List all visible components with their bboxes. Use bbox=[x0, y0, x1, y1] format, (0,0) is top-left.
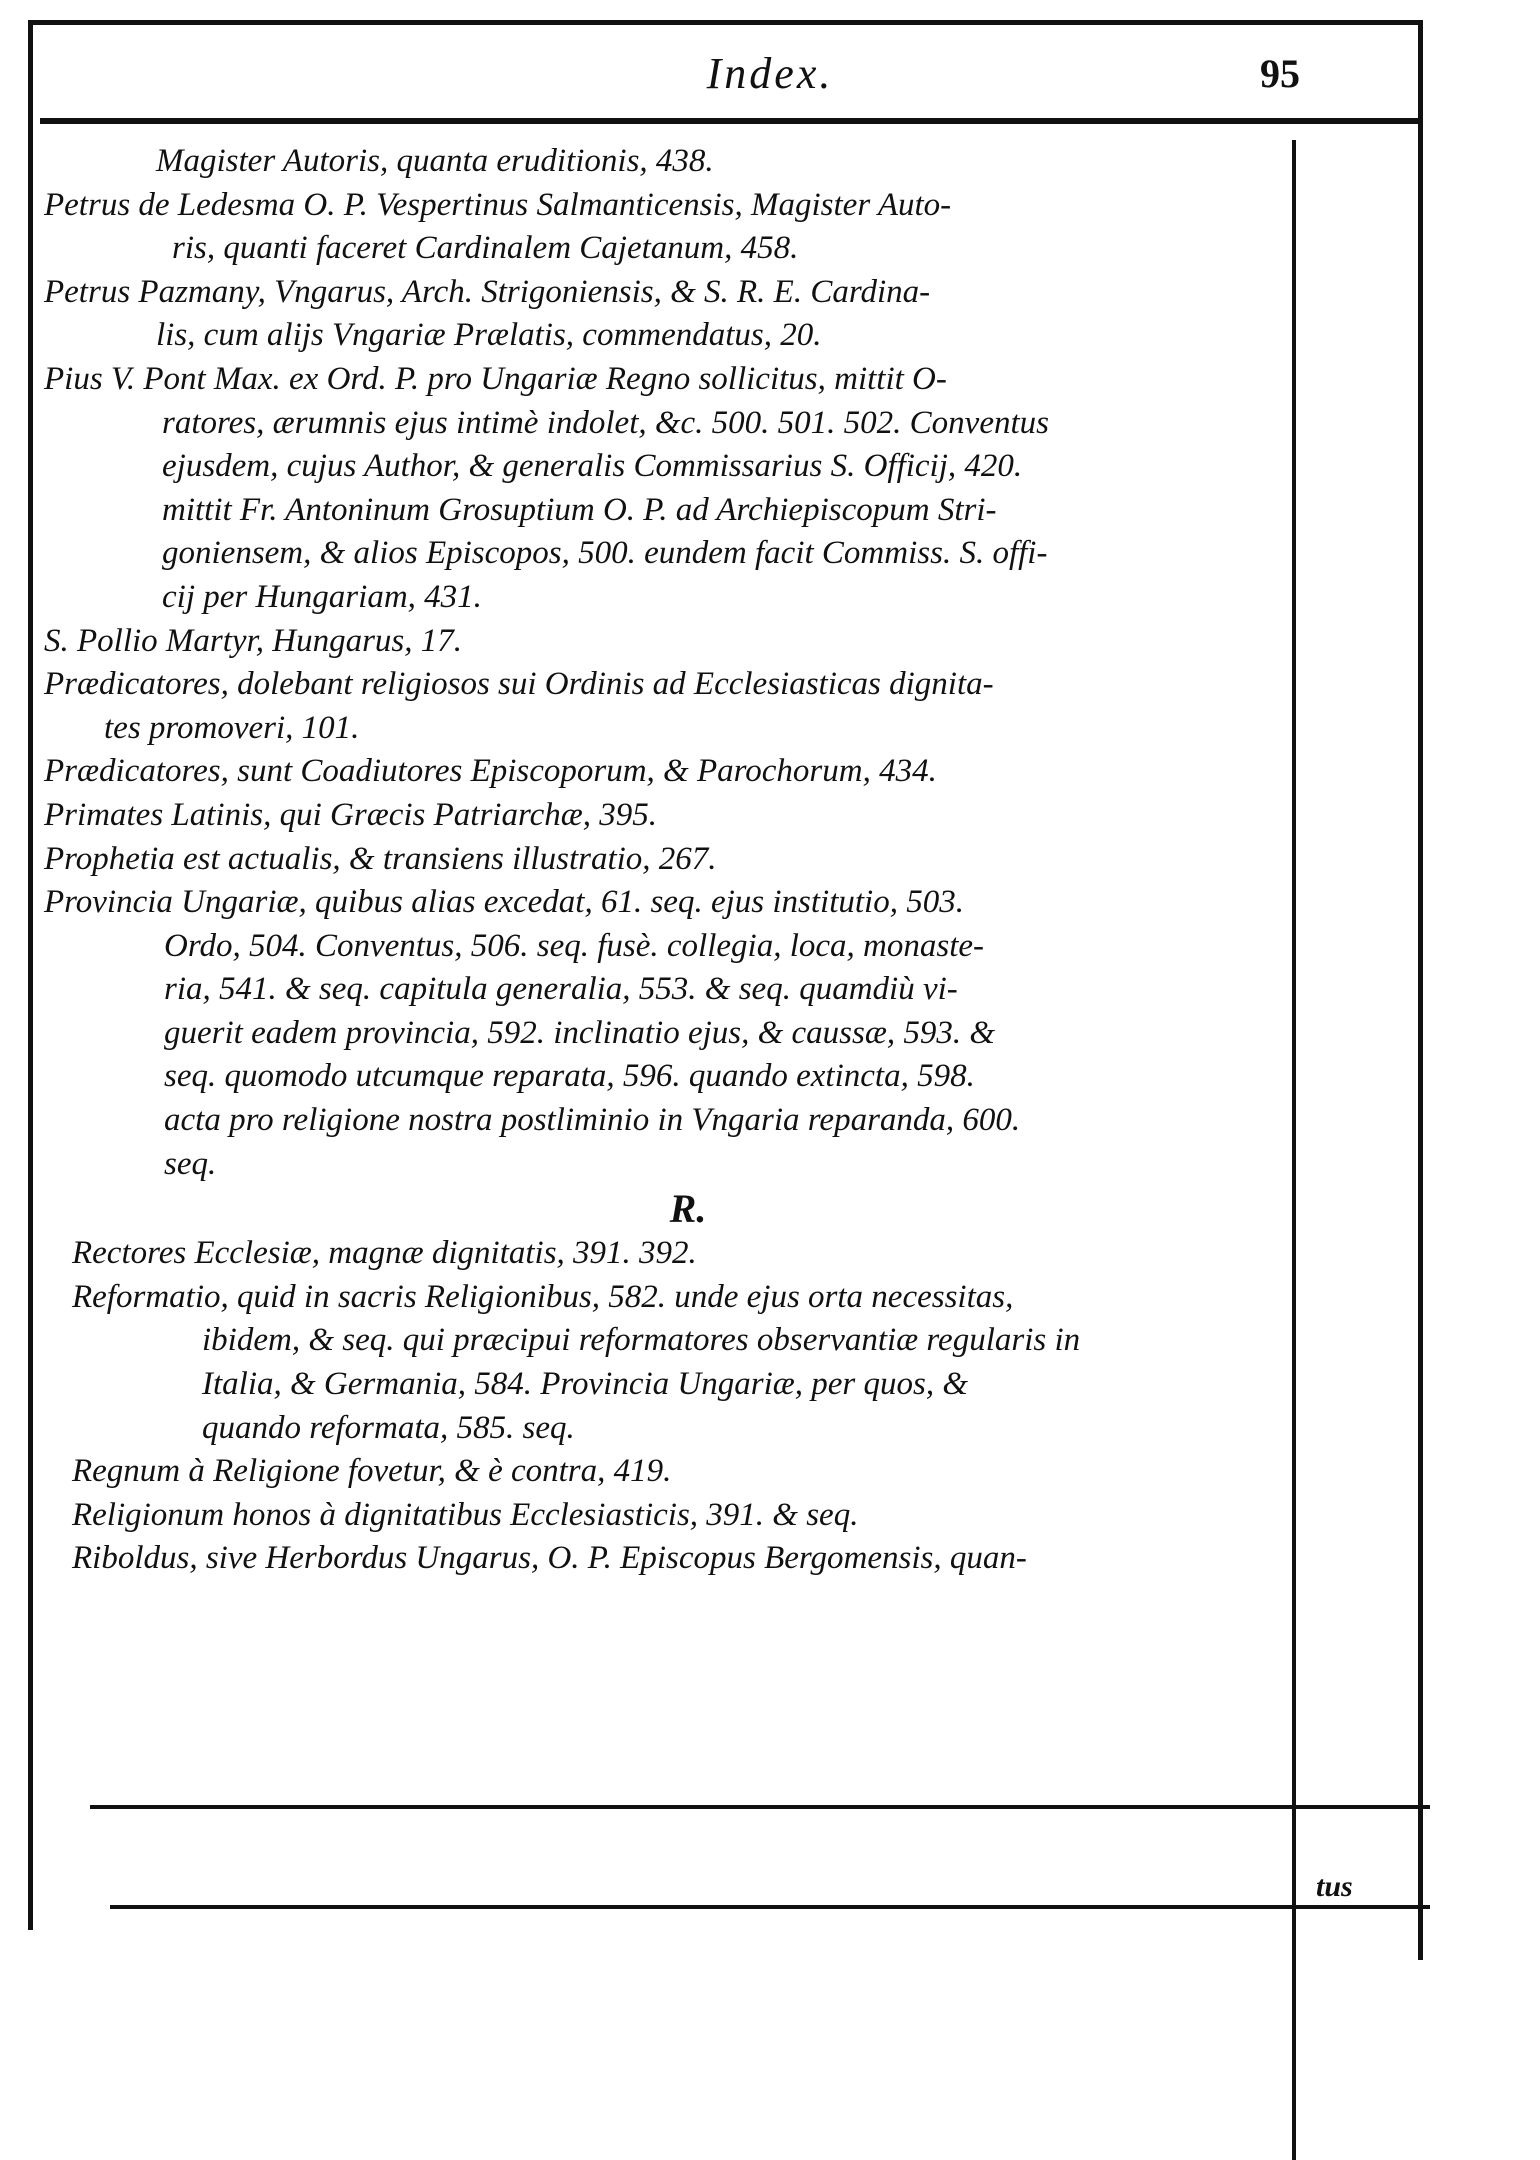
index-line: acta pro religione nostra postliminio in Vngaria reparanda, 600. bbox=[164, 1102, 1021, 1139]
index-line: seq. quomodo utcumque reparata, 596. quando extincta, 598. bbox=[164, 1058, 975, 1095]
page-number: 95 bbox=[1260, 51, 1300, 96]
column-rule bbox=[1292, 140, 1296, 2160]
index-entry-primates bbox=[44, 794, 1292, 838]
footer-rule-lower bbox=[110, 1905, 1430, 1909]
index-line: quando reformata, 585. seq. bbox=[202, 1409, 575, 1446]
index-line: Prædicatores, dolebant religiosos sui Ordinis ad Ecclesiasticas dignita- bbox=[44, 666, 994, 703]
index-line: Prophetia est actualis, & transiens illustratio, 267. bbox=[44, 840, 717, 877]
index-line: guerit eadem provincia, 592. inclinatio ejus, & caussæ, 593. & bbox=[164, 1014, 996, 1051]
index-line: tes promoveri, 101. bbox=[104, 709, 360, 746]
index-line: Rectores Ecclesiæ, magnæ dignitatis, 391. 392. bbox=[72, 1235, 697, 1272]
index-line: S. Pollio Martyr, Hungarus, 17. bbox=[44, 622, 463, 659]
index-entry-provincia bbox=[44, 881, 1292, 1186]
index-line: mittit Fr. Antoninum Grosuptium O. P. ad Archiepiscopum Stri- bbox=[162, 491, 997, 528]
index-line: cij per Hungariam, 431. bbox=[162, 578, 482, 615]
index-line: Reformatio, quid in sacris Religionibus, 582. unde ejus orta necessitas, bbox=[72, 1278, 1014, 1315]
index-entry-rectores bbox=[44, 1232, 1292, 1276]
footer-rule-upper bbox=[90, 1805, 1430, 1809]
index-line: ibidem, & seq. qui præcipui reformatores observantiæ regularis in bbox=[202, 1322, 1081, 1359]
header-rule bbox=[40, 118, 1420, 124]
index-entry-prophetia bbox=[44, 838, 1292, 882]
index-entry-pius-v bbox=[44, 358, 1292, 620]
index-entry-magister bbox=[44, 140, 1292, 184]
index-line: Ordo, 504. Conventus, 506. seq. fusè. collegia, loca, monaste- bbox=[164, 927, 985, 964]
index-entry-regnum bbox=[44, 1450, 1292, 1494]
index-line: Religionum honos à dignitatibus Ecclesiasticis, 391. & seq. bbox=[72, 1496, 859, 1533]
index-line: seq. bbox=[164, 1145, 217, 1182]
index-line: Pius V. Pont Max. ex Ord. P. pro Ungariæ Regno sollicitus, mittit O- bbox=[44, 360, 947, 397]
page-frame-right-rule bbox=[1418, 20, 1423, 1960]
index-entry-pazmany bbox=[44, 271, 1292, 358]
index-line: ria, 541. & seq. capitula generalia, 553. & seq. quamdiù vi- bbox=[164, 971, 958, 1008]
index-body bbox=[44, 140, 1292, 1581]
index-entry-praedicatores-1 bbox=[44, 663, 1292, 750]
index-entry-reformatio bbox=[44, 1276, 1292, 1450]
index-line: Petrus Pazmany, Vngarus, Arch. Strigoniensis, & S. R. E. Cardina- bbox=[44, 273, 931, 310]
index-line: ratores, ærumnis ejus intimè indolet, &c. 500. 501. 502. Conventus bbox=[162, 404, 1049, 441]
index-line: Riboldus, sive Herbordus Ungarus, O. P. Episcopus Bergomensis, quan- bbox=[72, 1540, 1027, 1577]
index-line: Italia, & Germania, 584. Provincia Ungariæ, per quos, & bbox=[202, 1366, 968, 1403]
index-line: Magister Autoris, quanta eruditionis, 438. bbox=[156, 143, 714, 179]
index-entry-praedicatores-2 bbox=[44, 750, 1292, 794]
index-line: ris, quanti faceret Cardinalem Cajetanum, 458. bbox=[172, 230, 799, 267]
index-line: goniensem, & alios Episcopos, 500. eundem facit Commiss. S. offi- bbox=[162, 535, 1048, 572]
page-frame-top-rule bbox=[28, 20, 1423, 25]
section-letter-r: R. bbox=[669, 1186, 707, 1232]
index-entry-pollio bbox=[44, 620, 1292, 664]
catchword: tus bbox=[1316, 1870, 1353, 1903]
index-line: Prædicatores, sunt Coadiutores Episcoporum, & Parochorum, 434. bbox=[44, 753, 937, 790]
index-entry-ledesma bbox=[44, 184, 1292, 271]
index-entry-religionum bbox=[44, 1494, 1292, 1538]
running-title: Index. bbox=[706, 49, 834, 98]
index-line: Provincia Ungariæ, quibus alias excedat, 61. seq. ejus institutio, 503. bbox=[44, 884, 964, 921]
index-line: ejusdem, cujus Author, & generalis Commissarius S. Officij, 420. bbox=[162, 448, 1023, 485]
index-line: Primates Latinis, qui Græcis Patriarchæ, 395. bbox=[44, 796, 657, 833]
index-line: Regnum à Religione fovetur, & è contra, 419. bbox=[72, 1453, 672, 1490]
index-line: lis, cum alijs Vngariæ Prælatis, commendatus, 20. bbox=[156, 317, 822, 354]
page-frame-left-rule bbox=[28, 20, 33, 1930]
index-entry-riboldus bbox=[44, 1537, 1292, 1581]
index-line: Petrus de Ledesma O. P. Vespertinus Salmanticensis, Magister Auto- bbox=[44, 186, 952, 223]
